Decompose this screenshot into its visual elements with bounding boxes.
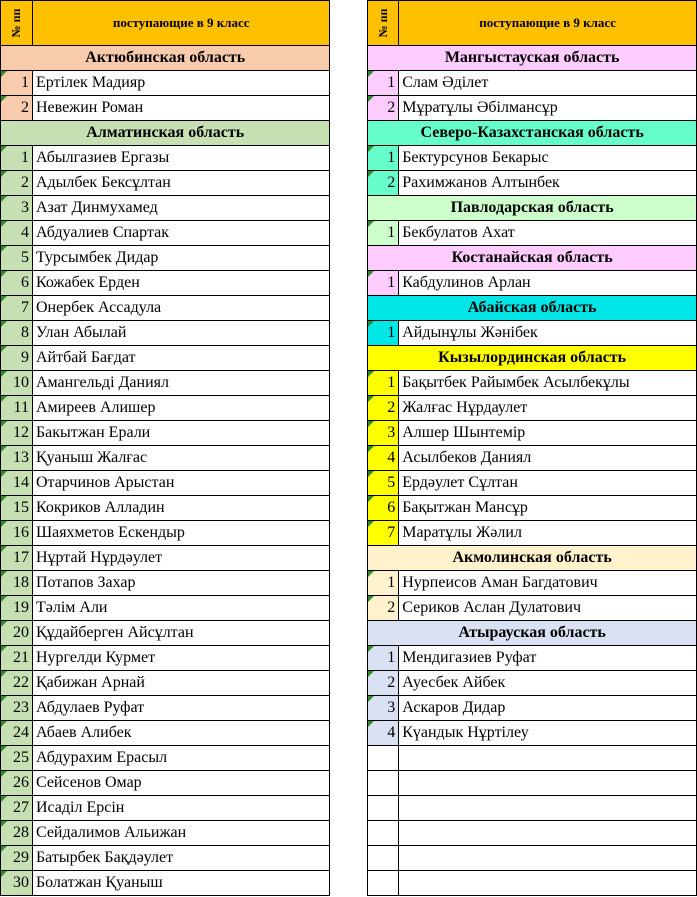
left-item-name: Онербек Ассадула (32, 296, 329, 321)
gap-cell (330, 746, 368, 771)
right-item-name: Айдынұлы Жәнібек (399, 321, 697, 346)
left-item-number: 22 (1, 671, 33, 696)
table-row (1, 696, 697, 721)
table-row (1, 771, 697, 796)
gap-cell (330, 246, 368, 271)
left-item-name: Қабижан Арнай (32, 671, 329, 696)
table-row (1, 221, 697, 246)
right-num-cell (368, 846, 399, 871)
left-item-name: Абдулаев Руфат (32, 696, 329, 721)
gap-cell (330, 171, 368, 196)
roster-body (1, 1, 697, 896)
right-name-cell (399, 796, 697, 821)
left-item-number: 12 (1, 421, 33, 446)
right-num-cell (368, 871, 399, 896)
left-item-number: 18 (1, 571, 33, 596)
table-row (1, 121, 697, 146)
left-item-name: Адылбек Бексұлтан (32, 171, 329, 196)
table-row (1, 371, 697, 396)
gap-cell (330, 871, 368, 896)
right-item-number: 1 (368, 146, 399, 171)
right-item-name: Жалғас Нұрдаулет (399, 396, 697, 421)
left-item-name: Турсымбек Дидар (32, 246, 329, 271)
table-row (1, 571, 697, 596)
left-item-name: Абдурахим Ерасыл (32, 746, 329, 771)
gap-cell (330, 196, 368, 221)
title-header-left: поступающие в 9 класс (32, 1, 329, 46)
left-item-name: Улан Абылай (32, 321, 329, 346)
gap-cell (330, 71, 368, 96)
right-item-number: 6 (368, 496, 399, 521)
table-row (1, 796, 697, 821)
left-item-name: Шаяхметов Ескендыр (32, 521, 329, 546)
left-item-name: Болатжан Қуаныш (32, 871, 329, 896)
left-item-name: Сейсенов Омар (32, 771, 329, 796)
gap-cell (330, 221, 368, 246)
gap-cell (330, 496, 368, 521)
left-item-number: 16 (1, 521, 33, 546)
table-row (1, 471, 697, 496)
gap-cell (330, 96, 368, 121)
left-item-number: 28 (1, 821, 33, 846)
left-item-number: 11 (1, 396, 33, 421)
gap-cell (330, 696, 368, 721)
right-item-number: 7 (368, 521, 399, 546)
table-row (1, 96, 697, 121)
right-item-number: 1 (368, 271, 399, 296)
right-item-number: 1 (368, 371, 399, 396)
right-item-name: Мендигазиев Руфат (399, 646, 697, 671)
right-item-name: Күандык Нұртілеу (399, 721, 697, 746)
table-row (1, 846, 697, 871)
right-num-cell (368, 746, 399, 771)
gap-cell (330, 596, 368, 621)
table-row (1, 46, 697, 71)
right-name-cell (399, 821, 697, 846)
num-header-left-label: № пп (9, 8, 24, 38)
left-item-number: 7 (1, 296, 33, 321)
left-item-number: 20 (1, 621, 33, 646)
left-item-number: 5 (1, 246, 33, 271)
left-item-number: 3 (1, 196, 33, 221)
right-num-cell (368, 771, 399, 796)
left-region-header: Алматинская область (1, 121, 330, 146)
right-name-cell (399, 846, 697, 871)
right-item-number: 2 (368, 171, 399, 196)
left-item-name: Абылгазиев Ергазы (32, 146, 329, 171)
gap-cell (330, 396, 368, 421)
table-row (1, 746, 697, 771)
right-item-name: Аскаров Дидар (399, 696, 697, 721)
gap-cell (330, 621, 368, 646)
left-item-number: 13 (1, 446, 33, 471)
right-item-name: Ердәулет Сұлтан (399, 471, 697, 496)
left-item-number: 23 (1, 696, 33, 721)
right-name-cell (399, 871, 697, 896)
right-item-name: Алшер Шынтемір (399, 421, 697, 446)
right-num-cell (368, 821, 399, 846)
left-item-name: Батырбек Бақдәулет (32, 846, 329, 871)
left-item-number: 9 (1, 346, 33, 371)
gap-cell (330, 546, 368, 571)
gap-cell (330, 446, 368, 471)
right-item-name: Бақытжан Мансұр (399, 496, 697, 521)
gap-cell (330, 671, 368, 696)
right-item-number: 3 (368, 421, 399, 446)
right-item-number: 2 (368, 671, 399, 696)
left-item-number: 19 (1, 596, 33, 621)
right-region-header: Абайская область (368, 296, 697, 321)
right-item-name: Бекбулатов Ахат (399, 221, 697, 246)
left-item-number: 2 (1, 171, 33, 196)
gap-cell (330, 271, 368, 296)
right-region-header: Северо-Казахстанская область (368, 121, 697, 146)
table-row (1, 71, 697, 96)
gap-cell (330, 296, 368, 321)
left-item-name: Невежин Роман (32, 96, 329, 121)
right-item-number: 2 (368, 96, 399, 121)
left-item-number: 1 (1, 71, 33, 96)
right-item-number: 1 (368, 646, 399, 671)
right-item-number: 1 (368, 321, 399, 346)
table-row (1, 821, 697, 846)
right-item-name: Кабдулинов Арлан (399, 271, 697, 296)
gap-cell (330, 46, 368, 71)
left-item-name: Амиреев Алишер (32, 396, 329, 421)
gap-cell (330, 571, 368, 596)
right-item-name: Сериков Аслан Дулатович (399, 596, 697, 621)
table-row (1, 496, 697, 521)
left-item-name: Отарчинов Арыстан (32, 471, 329, 496)
left-item-number: 25 (1, 746, 33, 771)
gap-header (330, 1, 368, 46)
right-item-number: 5 (368, 471, 399, 496)
left-item-name: Абаев Алибек (32, 721, 329, 746)
gap-cell (330, 521, 368, 546)
table-row (1, 521, 697, 546)
table-row (1, 621, 697, 646)
left-region-header: Актюбинская область (1, 46, 330, 71)
left-item-number: 17 (1, 546, 33, 571)
left-item-name: Айтбай Бағдат (32, 346, 329, 371)
gap-cell (330, 371, 368, 396)
gap-cell (330, 146, 368, 171)
right-item-number: 3 (368, 696, 399, 721)
gap-cell (330, 321, 368, 346)
gap-cell (330, 471, 368, 496)
right-region-header: Мангыстауская область (368, 46, 697, 71)
left-item-number: 15 (1, 496, 33, 521)
table-row (1, 171, 697, 196)
right-item-name: Ауесбек Айбек (399, 671, 697, 696)
gap-cell (330, 771, 368, 796)
left-item-name: Сейдалимов Альижан (32, 821, 329, 846)
table-row (1, 321, 697, 346)
table-row (1, 146, 697, 171)
left-item-number: 4 (1, 221, 33, 246)
right-item-number: 2 (368, 396, 399, 421)
left-item-name: Тәлім Али (32, 596, 329, 621)
left-item-number: 21 (1, 646, 33, 671)
table-row (1, 671, 697, 696)
right-item-number: 1 (368, 71, 399, 96)
right-item-name: Бақытбек Райымбек Асылбекұлы (399, 371, 697, 396)
left-item-name: Нұртай Нұрдәулет (32, 546, 329, 571)
left-item-name: Потапов Захар (32, 571, 329, 596)
right-item-name: Рахимжанов Алтынбек (399, 171, 697, 196)
table-row (1, 396, 697, 421)
left-item-name: Абдуалиев Спартак (32, 221, 329, 246)
right-item-name: Маратұлы Жәлил (399, 521, 697, 546)
title-header-right: поступающие в 9 класс (399, 1, 697, 46)
header-row (1, 1, 697, 46)
gap-cell (330, 421, 368, 446)
left-item-name: Нургелди Курмет (32, 646, 329, 671)
left-item-name: Қуаныш Жалғас (32, 446, 329, 471)
table-row (1, 646, 697, 671)
left-item-number: 24 (1, 721, 33, 746)
table-row (1, 296, 697, 321)
right-name-cell (399, 746, 697, 771)
num-header-right-label: № пп (376, 8, 391, 38)
right-item-name: Бектурсунов Бекарыс (399, 146, 697, 171)
right-region-header: Акмолинская область (368, 546, 697, 571)
gap-cell (330, 796, 368, 821)
table-row (1, 546, 697, 571)
table-row (1, 246, 697, 271)
left-item-number: 29 (1, 846, 33, 871)
right-item-name: Мұратұлы Әбілмансұр (399, 96, 697, 121)
left-item-number: 6 (1, 271, 33, 296)
right-item-number: 1 (368, 221, 399, 246)
right-region-header: Кызылординская область (368, 346, 697, 371)
gap-cell (330, 646, 368, 671)
left-item-name: Құдайберген Айсұлтан (32, 621, 329, 646)
left-item-number: 10 (1, 371, 33, 396)
left-item-name: Кожабек Ерден (32, 271, 329, 296)
left-item-number: 26 (1, 771, 33, 796)
right-item-name: Асылбеков Даниял (399, 446, 697, 471)
left-item-name: Исаділ Ерсін (32, 796, 329, 821)
right-name-cell (399, 771, 697, 796)
right-num-cell (368, 796, 399, 821)
right-item-name: Нурпеисов Аман Багдатович (399, 571, 697, 596)
left-item-name: Кокриков Алладин (32, 496, 329, 521)
right-item-number: 1 (368, 571, 399, 596)
table-row (1, 346, 697, 371)
left-item-name: Бакытжан Ерали (32, 421, 329, 446)
table-row (1, 596, 697, 621)
table-row (1, 271, 697, 296)
left-item-number: 2 (1, 96, 33, 121)
left-item-name: Ертілек Мадияр (32, 71, 329, 96)
table-row (1, 421, 697, 446)
table-row (1, 721, 697, 746)
right-item-number: 4 (368, 721, 399, 746)
left-item-number: 30 (1, 871, 33, 896)
left-item-number: 8 (1, 321, 33, 346)
table-row (1, 196, 697, 221)
right-region-header: Костанайская область (368, 246, 697, 271)
gap-cell (330, 721, 368, 746)
table-row (1, 446, 697, 471)
gap-cell (330, 821, 368, 846)
left-item-name: Амангельді Даниял (32, 371, 329, 396)
table-row (1, 871, 697, 896)
right-item-number: 4 (368, 446, 399, 471)
num-header-right (368, 1, 399, 46)
gap-cell (330, 346, 368, 371)
left-item-number: 14 (1, 471, 33, 496)
left-item-number: 1 (1, 146, 33, 171)
num-header-left (1, 1, 33, 46)
right-region-header: Павлодарская область (368, 196, 697, 221)
right-item-name: Слам Әділет (399, 71, 697, 96)
left-item-number: 27 (1, 796, 33, 821)
gap-cell (330, 121, 368, 146)
gap-cell (330, 846, 368, 871)
right-region-header: Атырауская область (368, 621, 697, 646)
left-item-name: Азат Динмухамед (32, 196, 329, 221)
right-item-number: 2 (368, 596, 399, 621)
